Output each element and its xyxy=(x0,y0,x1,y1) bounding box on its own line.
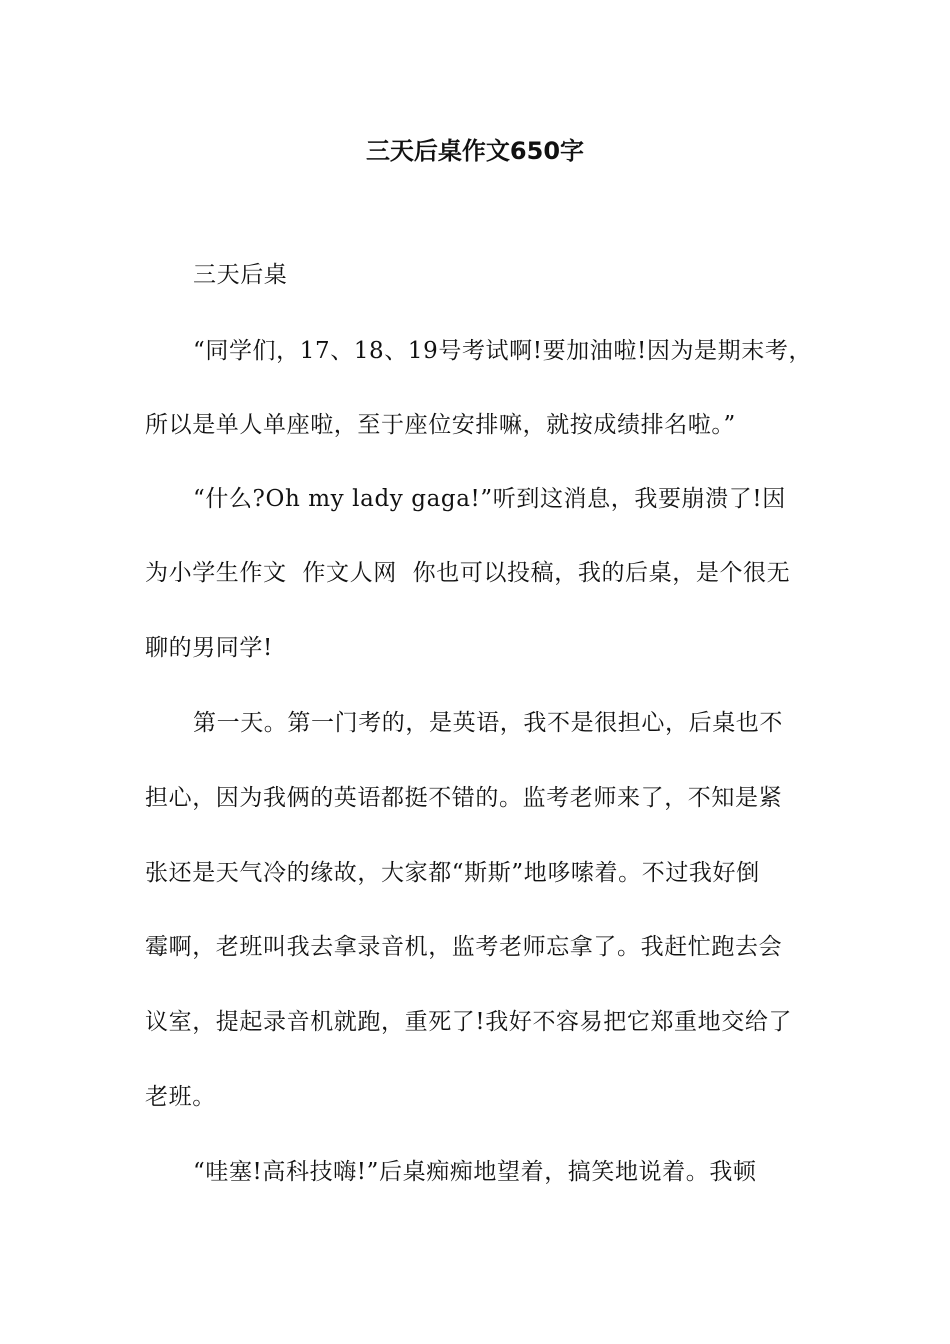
text-line: 第一天。第一门考的，是英语，我不是很担心，后桌也不 xyxy=(193,710,783,736)
text-line: 为小学生作文 作文人网 你也可以投稿，我的后桌，是个很无 xyxy=(145,560,791,586)
paragraph-heading: 三天后桌 xyxy=(193,262,288,288)
text-line: 霉啊，老班叫我去拿录音机，监考老师忘拿了。我赶忙跑去会 xyxy=(145,934,783,960)
text-line: “同学们，17、18、19号考试啊!要加油啦!因为是期末考， xyxy=(193,338,813,364)
text-line: “哇塞!高科技嗨!”后桌痴痴地望着，搞笑地说着。我顿 xyxy=(193,1159,757,1185)
document-title: 三天后桌作文650字 xyxy=(365,137,585,165)
text-line: 担心，因为我俩的英语都挺不错的。监考老师来了，不知是紧 xyxy=(145,785,783,811)
text-line: 所以是单人单座啦，至于座位安排嘛，就按成绩排名啦。” xyxy=(145,412,736,438)
text-line: 老班。 xyxy=(145,1084,216,1110)
text-line: “什么?Oh my lady gaga!”听到这消息，我要崩溃了!因 xyxy=(193,486,786,512)
text-line: 聊的男同学! xyxy=(145,635,273,661)
text-line: 张还是天气冷的缘故，大家都“斯斯”地哆嗦着。不过我好倒 xyxy=(145,860,760,886)
text-line: 议室，提起录音机就跑，重死了!我好不容易把它郑重地交给了 xyxy=(145,1009,793,1035)
